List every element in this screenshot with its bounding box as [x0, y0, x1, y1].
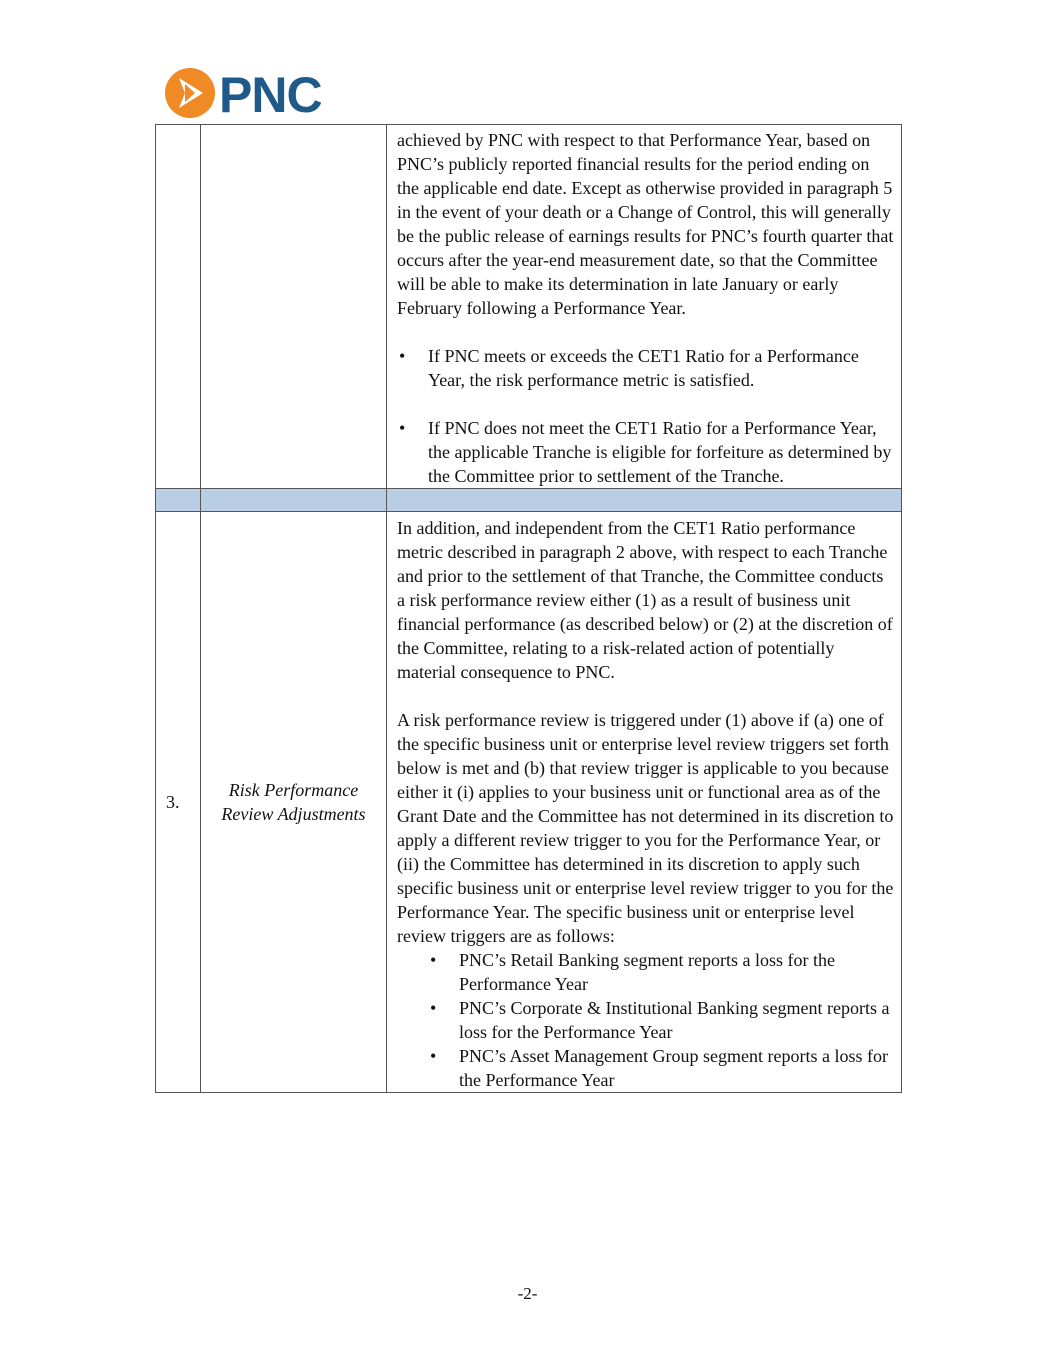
cet1-bullet-list [397, 344, 895, 392]
cet1-bullet-list-2 [397, 416, 895, 488]
pnc-logo [165, 66, 345, 120]
row-title-cell [201, 512, 387, 1093]
section-number: 3. [166, 792, 180, 812]
page-number: -2- [517, 1284, 538, 1303]
row-body-cell [387, 125, 902, 489]
list-item: • If PNC meets or exceeds the CET1 Ratio for a Performance Year, the risk performance metric is satisfied. [397, 344, 895, 392]
list-item: • PNC’s Retail Banking segment reports a loss for the Performance Year [397, 948, 895, 996]
table-row-continued [156, 125, 902, 489]
row-body-cell [387, 512, 902, 1093]
row-title-cell [201, 125, 387, 489]
pnc-brand-text: PNC [219, 67, 322, 120]
table-separator-row [156, 489, 902, 512]
section-title-line1: Risk Performance [228, 780, 359, 800]
section-title-line2: Review Adjustments [221, 804, 366, 824]
pnc-triangle-logo-icon [165, 68, 215, 118]
continued-paragraph: achieved by PNC with respect to that Performance Year, based on PNC’s publicly reported financial results for the period ending on the applicable end date. Except as otherwise provided in paragraph 5 in the event of your death or a Change of Control, this will generally be the public release of earnings results for PNC’s fourth quarter that occurs after the year-end measurement date, so that the Committee will be able to make its determination in late January or early February following a Performance Year. [397, 130, 894, 318]
row-number-cell [156, 125, 201, 489]
risk-paragraph-2: A risk performance review is triggered under (1) above if (a) one of the specific business unit or enterprise level review triggers set forth below is met and (b) that review trigger is applicable to you because either it (i) applies to your business unit or functional area as of the Grant Date and the Committee has not determined in its discretion to apply a different review trigger to you for the Performance Year, or (ii) the Committee has determined in its discretion to apply such specific business unit or enterprise level review trigger to you for the Performance Year. The specific business unit or enterprise level review triggers are as follows: [397, 710, 894, 946]
row-number-cell [156, 512, 201, 1093]
risk-paragraph-1: In addition, and independent from the CET1 Ratio performance metric described in paragraph 2 above, with respect to each Tranche and prior to the settlement of that Tranche, the Committee conducts a risk performance review either (1) as a result of business unit financial performance (as described below) or (2) at the discretion of the Committee, relating to a risk-related action of potentially material consequence to PNC. [397, 518, 893, 682]
table-row-risk-review [156, 512, 902, 1093]
list-item: • PNC’s Corporate & Institutional Banking segment reports a loss for the Performance Year [397, 996, 895, 1044]
trigger-bullet-list [397, 948, 895, 1092]
list-item: • If PNC does not meet the CET1 Ratio for a Performance Year, the applicable Tranche is eligible for forfeiture as determined by the Committee prior to settlement of the Tranche. [397, 416, 895, 488]
list-item: • PNC’s Asset Management Group segment reports a loss for the Performance Year [397, 1044, 895, 1092]
terms-table [155, 124, 902, 1093]
